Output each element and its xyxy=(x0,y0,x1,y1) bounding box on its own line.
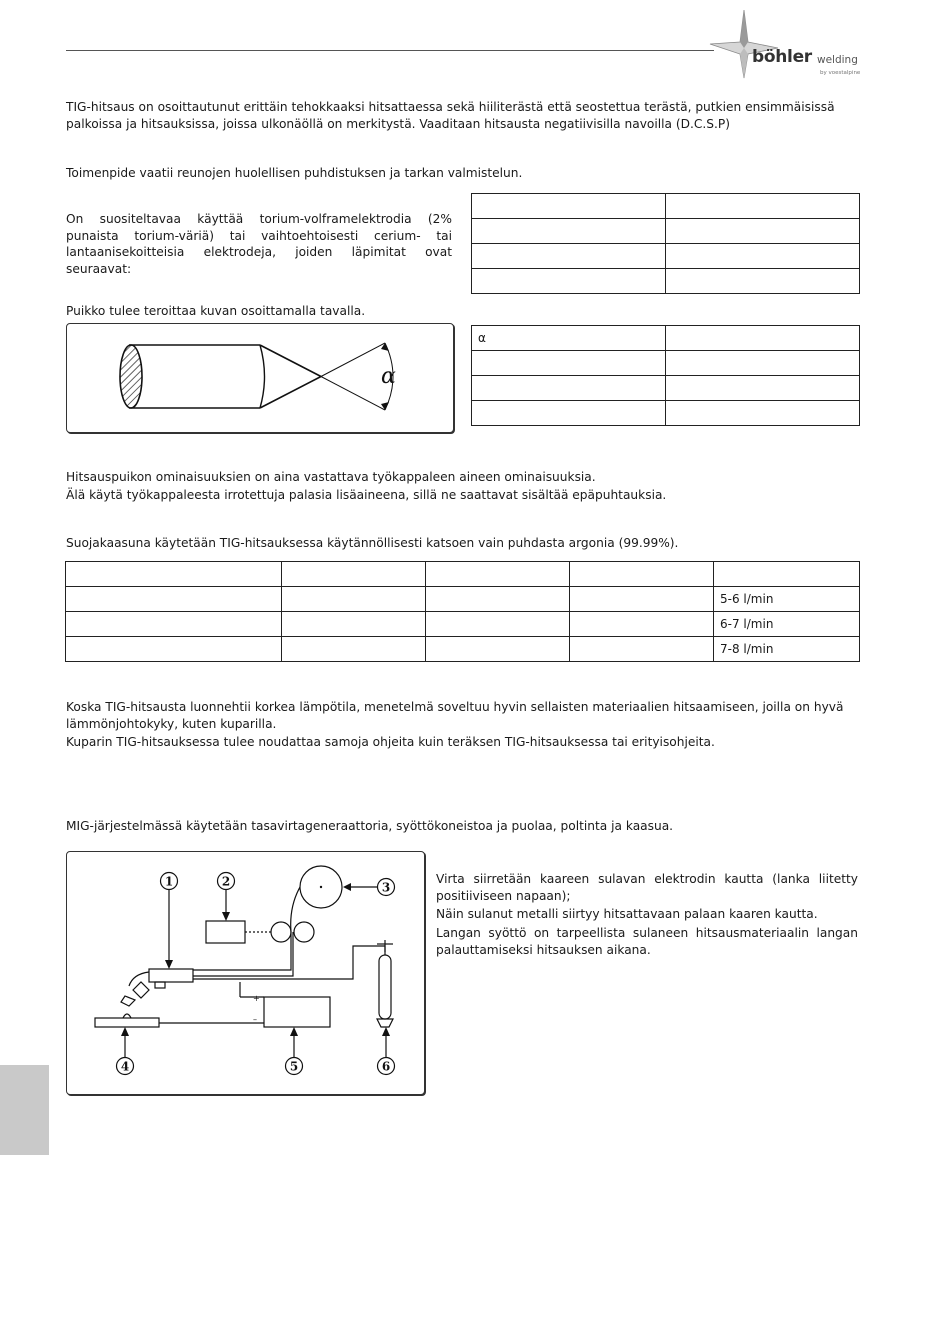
table-cell xyxy=(426,612,570,637)
copper-paragraph-2: Kuparin TIG-hitsauksessa tulee noudattaa samoja ohjeita kuin teräksen TIG-hitsauksessa tai erityisohjeita. xyxy=(66,735,715,749)
table-cell xyxy=(472,401,666,426)
mig-description-3: Langan syöttö on tarpeellista sulaneen hitsausmateriaalin langan palauttamiseksi hitsauksen aikana. xyxy=(436,926,858,957)
electrode-tip-drawing xyxy=(67,324,453,432)
minus-terminal-label: – xyxy=(253,1015,257,1024)
mig-description-1: Virta siirretään kaareen sulavan elektrodin kautta (lanka liitetty positiiviseen napaan); xyxy=(436,872,858,903)
table-cell xyxy=(282,562,426,587)
table-cell xyxy=(472,194,666,219)
table-row xyxy=(66,637,860,662)
electrode-table xyxy=(471,193,860,294)
table-cell xyxy=(570,562,714,587)
table-cell xyxy=(426,637,570,662)
table-row xyxy=(66,587,860,612)
preparation-paragraph: Toimenpide vaatii reunojen huolellisen puhdistuksen ja tarkan valmistelun. xyxy=(66,166,523,180)
angle-table xyxy=(471,325,860,426)
table-cell xyxy=(666,376,860,401)
table-cell xyxy=(666,351,860,376)
table-cell xyxy=(472,219,666,244)
table-cell xyxy=(472,376,666,401)
callout-4: 4 xyxy=(120,1059,130,1074)
table-cell xyxy=(570,637,714,662)
table-cell xyxy=(666,401,860,426)
table-row xyxy=(472,376,860,401)
electrode-tip-figure xyxy=(66,323,454,433)
table-cell xyxy=(282,612,426,637)
mig-intro-paragraph: MIG-järjestelmässä käytetään tasavirtageneraattoria, syöttökoneistoa ja puolaa, poltinta ja kaasua. xyxy=(66,819,674,833)
table-cell xyxy=(66,587,282,612)
table-cell xyxy=(570,587,714,612)
intro-paragraph: TIG-hitsaus on osoittautunut erittäin tehokkaaksi hitsattaessa sekä hiiliterästä että seostettua terästä, putkien ensimmäisissä palkoissa ja hitsauksissa, joissa ulkonäöllä on merkitystä. Vaaditaan hitsausta negatiivisilla navoilla (D.C.S.P) xyxy=(66,100,835,131)
table-row xyxy=(472,194,860,219)
table-cell: 5-6 l/min xyxy=(714,587,860,612)
filler-paragraph-2: Älä käytä työkappaleesta irrotettuja palasia lisäaineena, sillä ne saattavat sisältää epäpuhtauksia. xyxy=(66,488,667,502)
table-row xyxy=(66,612,860,637)
table-cell xyxy=(570,612,714,637)
mig-diagram-figure xyxy=(66,851,425,1095)
table-cell xyxy=(282,637,426,662)
gas-flow-table xyxy=(65,561,860,662)
table-row xyxy=(472,401,860,426)
table-cell xyxy=(472,269,666,294)
table-cell xyxy=(666,219,860,244)
table-cell: 7-8 l/min xyxy=(714,637,860,662)
callout-6: 6 xyxy=(381,1059,391,1074)
mig-description-2: Näin sulanut metalli siirtyy hitsattavaan palaan kaaren kautta. xyxy=(436,907,818,921)
callout-5: 5 xyxy=(289,1059,299,1074)
callout-1: 1 xyxy=(164,874,174,889)
table-row xyxy=(472,269,860,294)
plus-terminal-label: + xyxy=(253,994,260,1003)
brand-suffix: welding xyxy=(817,54,858,66)
electrode-paragraph: On suositeltavaa käyttää torium-volframelektrodia (2% punaista torium-väriä) tai vaihtoehtoisesti cerium- tai lantaanisekoitteisia elektrodeja, joiden läpimitat ovat seuraavat: xyxy=(66,212,452,276)
table-cell xyxy=(426,562,570,587)
table-cell xyxy=(666,269,860,294)
table-cell xyxy=(666,244,860,269)
brand-name: böhler xyxy=(752,47,812,67)
callout-2: 2 xyxy=(221,874,231,889)
callout-3: 3 xyxy=(381,880,391,895)
table-cell xyxy=(714,562,860,587)
table-cell xyxy=(66,562,282,587)
table-cell xyxy=(666,194,860,219)
table-row xyxy=(472,351,860,376)
table-cell xyxy=(666,326,860,351)
shielding-gas-paragraph: Suojakaasuna käytetään TIG-hitsauksessa käytännöllisesti katsoen vain puhdasta argonia (99.99%). xyxy=(66,536,679,550)
side-tab xyxy=(0,1065,49,1155)
sharpening-paragraph: Puikko tulee teroittaa kuvan osoittamalla tavalla. xyxy=(66,304,366,318)
header-rule xyxy=(66,50,714,51)
table-cell xyxy=(472,244,666,269)
table-cell xyxy=(282,587,426,612)
angle-label: α xyxy=(381,364,396,389)
table-row xyxy=(472,244,860,269)
table-row xyxy=(472,326,860,351)
table-cell xyxy=(426,587,570,612)
brand-tagline: by voestalpine xyxy=(820,70,861,76)
table-cell xyxy=(472,351,666,376)
table-row xyxy=(472,219,860,244)
table-row xyxy=(66,562,860,587)
filler-paragraph-1: Hitsauspuikon ominaisuuksien on aina vastattava työkappaleen aineen ominaisuuksia. xyxy=(66,470,596,484)
copper-paragraph-1: Koska TIG-hitsausta luonnehtii korkea lämpötila, menetelmä soveltuu hyvin sellaisten materiaalien hitsaamiseen, joilla on hyvä lämmönjohtokyky, kuten kuparilla. xyxy=(66,700,844,731)
mig-diagram-drawing xyxy=(67,852,424,1094)
table-cell: 6-7 l/min xyxy=(714,612,860,637)
table-cell xyxy=(66,637,282,662)
table-cell: α xyxy=(472,326,666,351)
table-cell xyxy=(66,612,282,637)
